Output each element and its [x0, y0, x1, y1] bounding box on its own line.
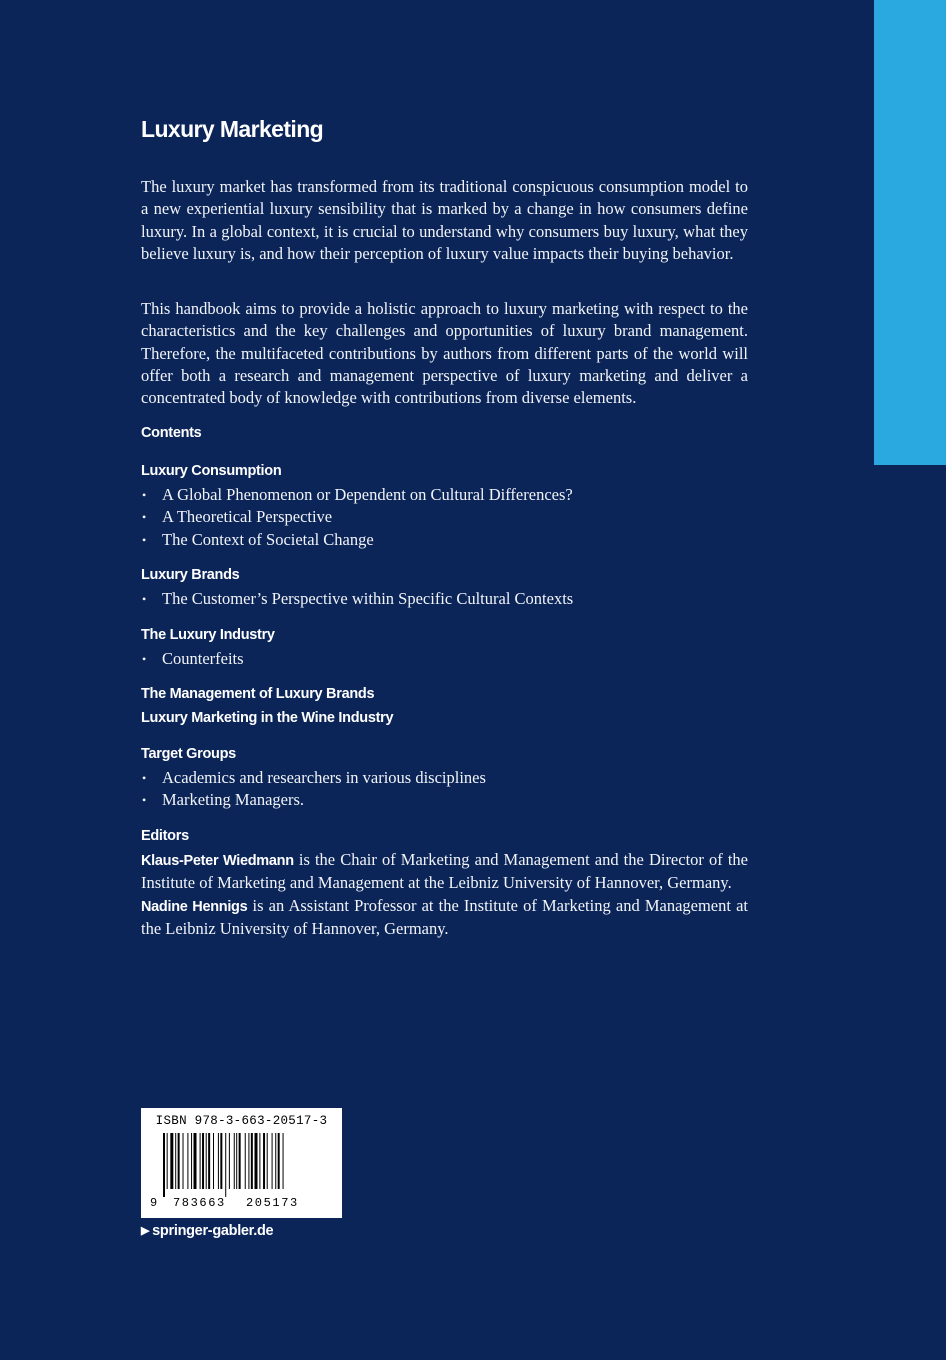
editors-bios	[141, 849, 748, 940]
barcode-bar	[170, 1133, 173, 1189]
editors-heading: Editors	[141, 828, 189, 844]
isbn-barcode	[141, 1108, 342, 1218]
luxury-consumption-list	[141, 484, 573, 551]
section-luxury-industry: The Luxury Industry	[141, 627, 275, 643]
barcode-bar	[229, 1133, 230, 1189]
editor-name: Nadine Hennigs	[141, 898, 248, 915]
barcode-bar	[200, 1133, 201, 1189]
barcode-bar	[255, 1133, 258, 1189]
target-groups-heading: Target Groups	[141, 746, 236, 762]
luxury-industry-list	[141, 648, 244, 670]
barcode-bar	[163, 1133, 165, 1197]
barcode-bar	[245, 1133, 246, 1189]
accent-color-bar	[874, 0, 946, 465]
publisher-url: springer-gabler.de	[152, 1223, 274, 1239]
barcode-bar	[191, 1133, 192, 1189]
editor-name: Klaus-Peter Wiedmann	[141, 853, 294, 869]
luxury-brands-list	[141, 588, 573, 610]
list-item: • A Global Phenomenon or Dependent on Cultural Differences?	[141, 484, 573, 506]
barcode-bar	[178, 1133, 180, 1189]
barcode-bar	[175, 1133, 176, 1189]
triangle-right-icon: ▶	[141, 1225, 150, 1237]
barcode-bar	[183, 1133, 184, 1189]
barcode-bar	[187, 1133, 188, 1189]
isbn-label: ISBN 978-3-663-20517-3	[155, 1114, 328, 1128]
list-item: • Academics and researchers in various disciplines	[141, 767, 486, 789]
barcode-bar	[194, 1133, 197, 1189]
section-luxury-consumption: Luxury Consumption	[141, 463, 282, 479]
barcode-bar	[259, 1133, 260, 1189]
list-item: • The Context of Societal Change	[141, 529, 573, 551]
barcode-bar	[234, 1133, 235, 1189]
barcode-bar	[225, 1133, 226, 1197]
barcode-bar	[267, 1133, 268, 1189]
section-management-luxury-brands: The Management of Luxury Brands	[141, 686, 375, 702]
ean-left-digits: 783663	[173, 1196, 226, 1210]
barcode-bar	[239, 1133, 241, 1189]
intro-paragraph-1: The luxury market has transformed from its traditional conspicuous consumption model to a new experiential luxury sensibility that is marked by a change in how consumers define luxury. In a global context, it is crucial to understand why consumers buy luxury, what they believe luxury is, and how their perception of luxury value impacts their buying behavior.	[141, 177, 748, 263]
list-item: • A Theoretical Perspective	[141, 506, 573, 528]
publisher-link[interactable]	[141, 1223, 273, 1239]
contents-heading: Contents	[141, 425, 202, 441]
ean-first-digit: 9	[150, 1196, 158, 1210]
list-item: • Marketing Managers.	[141, 789, 486, 811]
barcode-bar	[248, 1133, 249, 1189]
barcode-bar	[263, 1133, 265, 1189]
barcode-bar	[218, 1133, 219, 1189]
book-title: Luxury Marketing	[141, 116, 324, 142]
barcode-bar	[208, 1133, 210, 1189]
section-wine-industry: Luxury Marketing in the Wine Industry	[141, 710, 394, 726]
barcode-bar	[167, 1133, 168, 1189]
barcode-bar	[283, 1133, 284, 1189]
editor-bio: is the Chair of Marketing and Management and the Director of the Institute of Marketing and Management at the Leibniz University of Hannover, Germany.	[141, 850, 748, 893]
intro-paragraph-2: This handbook aims to provide a holistic approach to luxury marketing with respect to the characteristics and the key challenges and opportunities of luxury brand management. Therefore, the multifaceted contributions by authors from different parts of the world will offer both a research and management perspective of luxury marketing and deliver a concentrated body of knowledge with contributions from diverse elements.	[141, 299, 748, 408]
section-luxury-brands: Luxury Brands	[141, 567, 240, 583]
barcode-bar	[202, 1133, 204, 1189]
barcode-bar	[213, 1133, 214, 1189]
barcode-bar	[251, 1133, 253, 1189]
list-item: • Counterfeits	[141, 648, 244, 670]
barcode-bar	[272, 1133, 273, 1189]
list-item: • The Customer’s Perspective within Specific Cultural Contexts	[141, 588, 573, 610]
barcode-bar	[206, 1133, 207, 1189]
target-groups-list	[141, 767, 486, 812]
barcode-bars	[163, 1133, 323, 1197]
ean-right-digits: 205173	[246, 1196, 299, 1210]
barcode-bar	[220, 1133, 222, 1189]
editor-bio: is an Assistant Professor at the Institute of Marketing and Management at the Leibniz University of Hannover, Germany.	[141, 895, 749, 938]
barcode-bar	[278, 1133, 280, 1189]
barcode-bar	[236, 1133, 237, 1189]
barcode-bar	[275, 1133, 276, 1189]
